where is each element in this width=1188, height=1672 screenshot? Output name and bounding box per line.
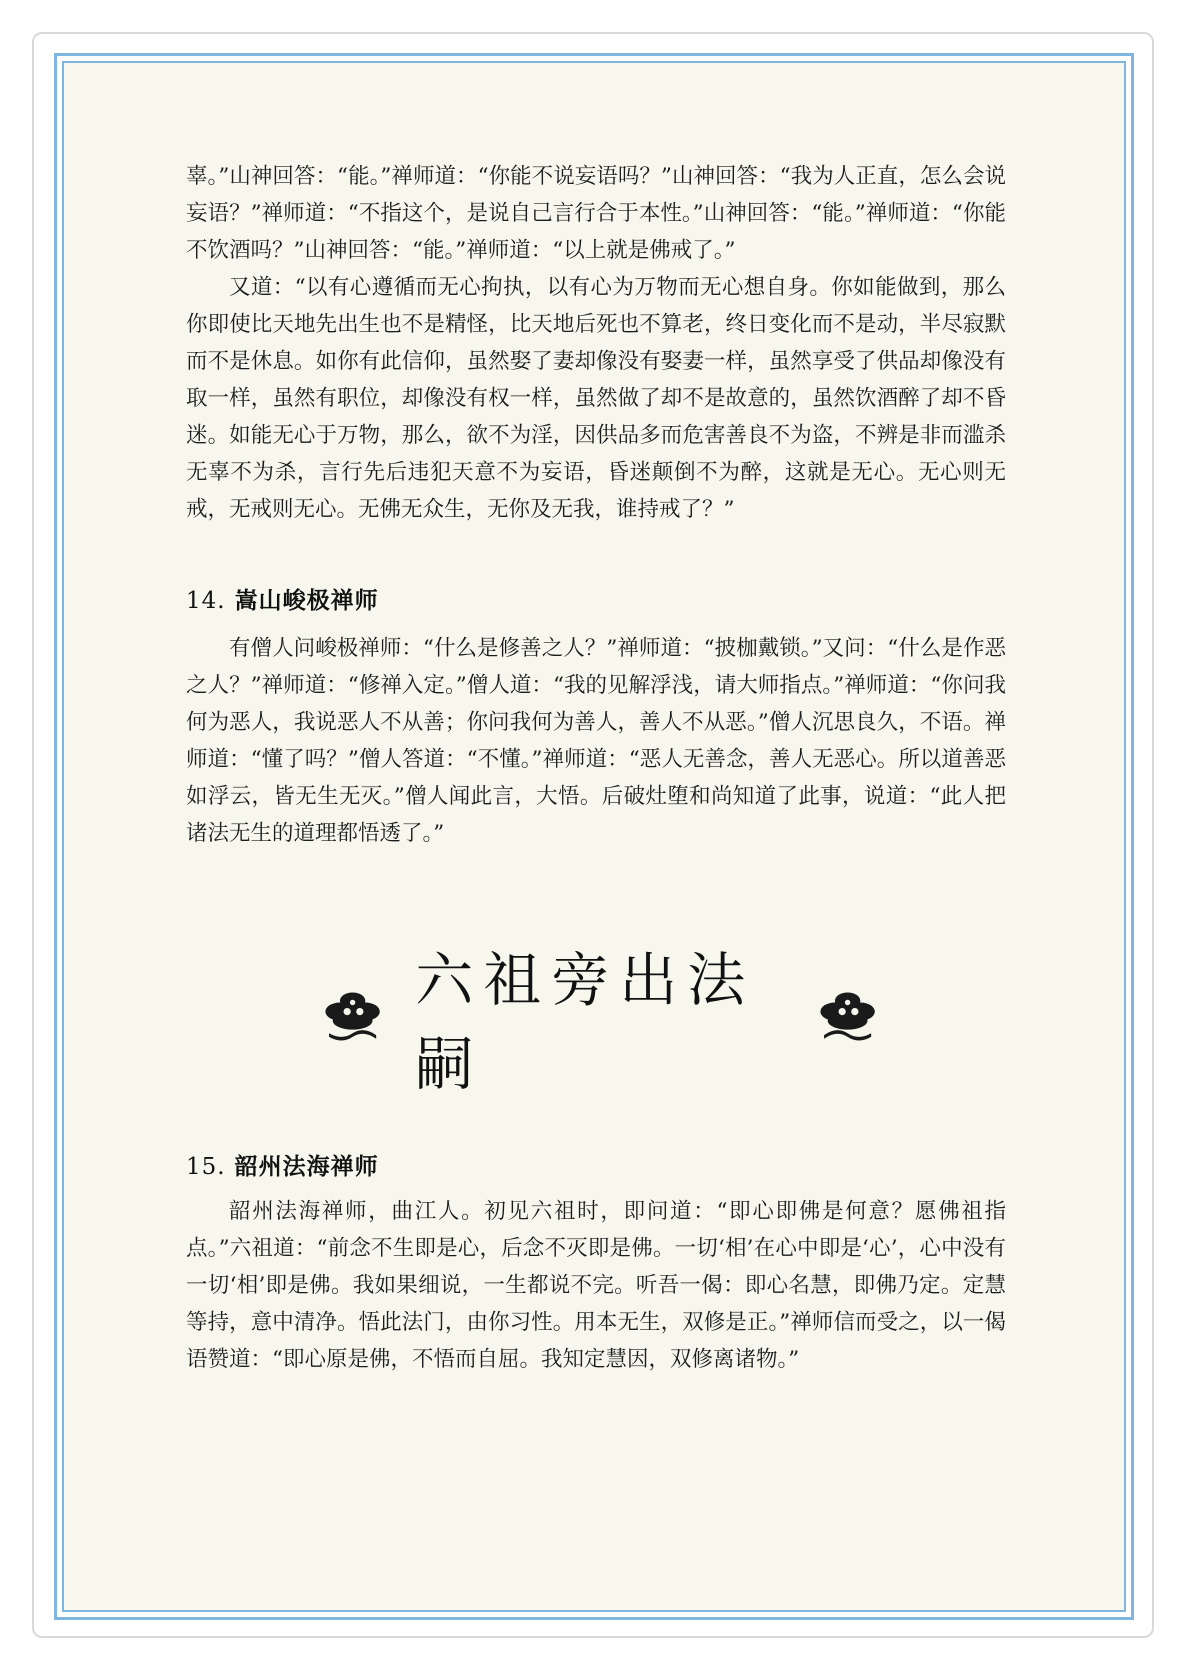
section-number: 14. — [186, 588, 226, 614]
section-title: 韶州法海禅师 — [234, 1153, 379, 1180]
top-section — [186, 158, 1006, 528]
section-15-heading — [186, 1148, 379, 1181]
cloud-ornament-left-icon — [320, 985, 385, 1049]
section-number: 15. — [186, 1154, 226, 1180]
section-title: 嵩山峻极禅师 — [234, 587, 379, 614]
paragraph-continued: 辜。”山神回答：“能。”禅师道：“你能不说妄语吗？”山神回答：“我为人正直，怎么会说妄语？”禅师道：“不指这个，是说自己言行合于本性。”山神回答：“能。”禅师道：“你能不饮酒吗？”山神回答：“能。”禅师道：“以上就是佛戒了。” — [186, 164, 1006, 263]
section-14-heading — [186, 582, 379, 615]
paragraph-you-dao: 又道：“以有心遵循而无心拘执，以有心为万物而无心想自身。你如能做到，那么你即使比天地先出生也不是精怪，比天地后死也不算老，终日变化而不是动，半尽寂默而不是休息。如你有此信仰，虽然娶了妻却像没有娶妻一样，虽然享受了供品却像没有取一样，虽然有职位，却像没有权一样，虽然做了却不是故意的，虽然饮酒醉了却不昏迷。如能无心于万物，那么，欲不为淫，因供品多而危害善良不为盗，不辨是非而滥杀无辜不为杀，言行先后违犯天意不为妄语，昏迷颠倒不为醉，这就是无心。无心则无戒，无戒则无心。无佛无众生，无你及无我，谁持戒了？” — [186, 275, 1006, 522]
chapter-title-text: 六祖旁出法嗣 — [415, 946, 756, 1098]
chapter-title — [320, 946, 880, 1098]
section-14-paragraph: 有僧人问峻极禅师：“什么是修善之人？”禅师道：“披枷戴锁。”又问：“什么是作恶之人？”禅师道：“修禅入定。”僧人道：“我的见解浮浅，请大师指点。”禅师道：“你问我何为恶人，我说恶人不从善；你问我何为善人，善人不从恶。”僧人沉思良久，不语。禅师道：“懂了吗？”僧人答道：“不懂。”禅师道：“恶人无善念，善人无恶心。所以道善恶如浮云，皆无生无灭。”僧人闻此言，大悟。后破灶堕和尚知道了此事，说道：“此人把诸法无生的道理都悟透了。” — [186, 636, 1006, 846]
cloud-ornament-right-icon — [815, 985, 880, 1049]
section-15-paragraph: 韶州法海禅师，曲江人。初见六祖时，即问道：“即心即佛是何意？愿佛祖指点。”六祖道：“前念不生即是心，后念不灭即是佛。一切‘相’在心中即是‘心’，心中没有一切‘相’即是佛。我如果细说，一生都说不完。听吾一偈：即心名慧，即佛乃定。定慧等持，意中清净。悟此法门，由你习性。用本无生，双修是正。”禅师信而受之，以一偈语赞道：“即心原是佛，不悟而自屈。我知定慧因，双修离诸物。” — [186, 1199, 1006, 1372]
